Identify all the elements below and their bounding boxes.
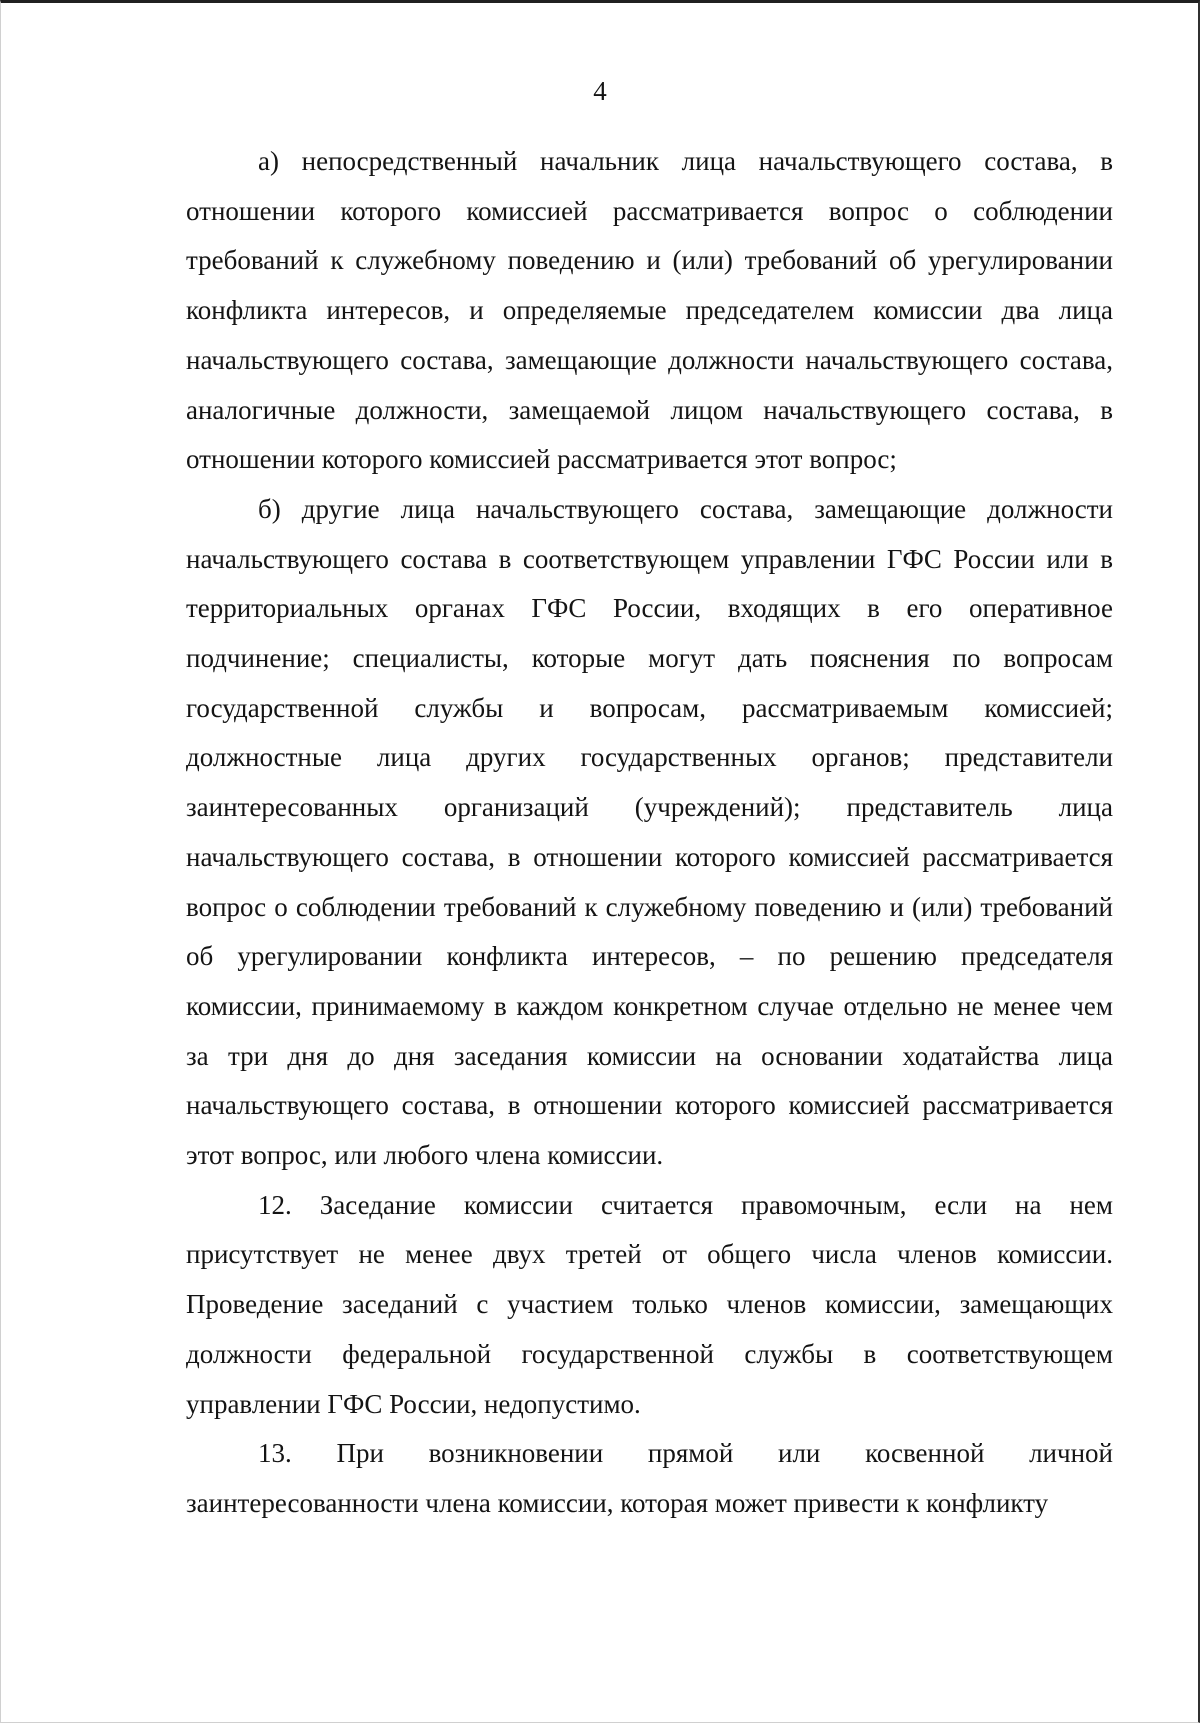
paragraph-13: 13. При возникновении прямой или косвенной личной заинтересованности члена комиссии, которая может привести к конфликту xyxy=(186,1438,1113,1518)
paragraph-12: 12. Заседание комиссии считается правомочным, если на нем присутствует не менее двух третей от общего числа членов комиссии. Проведение заседаний с участием только членов комиссии, замещающих должности федеральной государственной службы в соответствующем управлении ГФС России, недопустимо. xyxy=(186,1189,1113,1419)
paragraph-b: б) другие лица начальствующего состава, замещающие должности начальствующего состава в соответствующем управлении ГФС России или в территориальных органах ГФС России, входящих в его оперативное подчинение; специалисты, которые могут дать пояснения по вопросам государственной службы и вопросам, рассматриваемым комиссией; должностные лица других государственных органов; представители заинтересованных организаций (учреждений); представитель лица начальствующего состава, в отношении которого комиссией рассматривается вопрос о соблюдении требований к служебному поведению и (или) требований об урегулировании конфликта интересов, – по решению председателя комиссии, принимаемому в каждом конкретном случае отдельно не менее чем за три дня до дня заседания комиссии на основании ходатайства лица начальствующего состава, в отношении которого комиссией рассматривается этот вопрос, или любого члена комиссии. xyxy=(186,493,1113,1171)
page-number: 4 xyxy=(593,76,607,106)
paragraph-a: а) непосредственный начальник лица начальствующего состава, в отношении которого комиссией рассматривается вопрос о соблюдении требований к служебному поведению и (или) требований об урегулировании конфликта интересов, и определяемые председателем комиссии два лица начальствующего состава, замещающие должности начальствующего состава, аналогичные должности, замещаемой лицом начальствующего состава, в отношении которого комиссией рассматривается этот вопрос; xyxy=(186,146,1113,475)
document-body xyxy=(186,137,1113,1529)
